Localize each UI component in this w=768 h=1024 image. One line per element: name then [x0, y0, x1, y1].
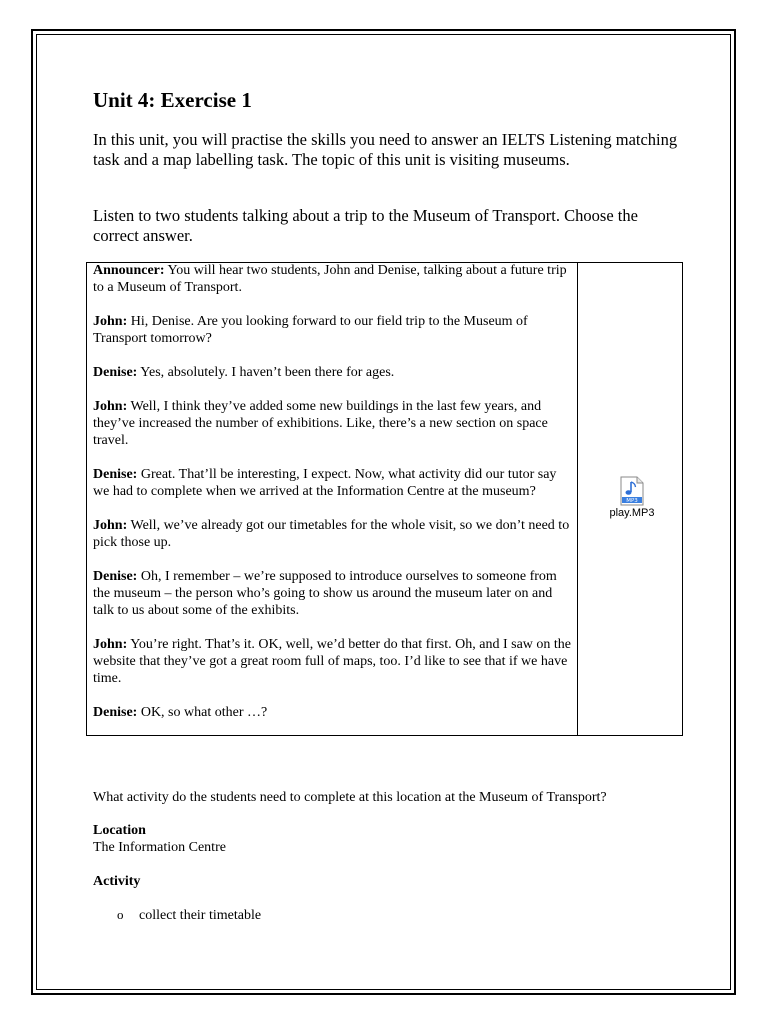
transcript-turn — [93, 636, 571, 687]
intro-paragraph: In this unit, you will practise the skills you need to answer an IELTS Listening matching task and a map labelling task. The topic of this unit is visiting museums. — [93, 130, 678, 169]
transcript-turn — [93, 704, 571, 721]
speech-text: Well, I think they’ve added some new buildings in the last few years, and they’ve increased the number of exhibitions. Like, there’s a new section on space travel. — [93, 399, 548, 448]
option-text: collect their timetable — [139, 908, 262, 923]
speaker-name: Denise: — [93, 467, 138, 482]
speaker-name: Announcer: — [93, 263, 165, 278]
activity-heading: Activity — [93, 874, 141, 889]
location-value: The Information Centre — [93, 840, 226, 855]
page-title: Unit 4: Exercise 1 — [93, 88, 252, 112]
speech-text: You will hear two students, John and Denise, talking about a future trip to a Museum of Transport. — [93, 263, 567, 295]
location-heading: Location — [93, 823, 146, 838]
transcript-turn — [93, 262, 571, 296]
speech-text: Oh, I remember – we’re supposed to introduce ourselves to someone from the museum – the person who’s going to show us around the museum later on and talk to us about some of the exhibits. — [93, 569, 557, 618]
speaker-name: John: — [93, 399, 128, 414]
transcript-turn — [93, 313, 571, 347]
audio-attachment[interactable] — [600, 476, 664, 520]
speech-text: Well, we’ve already got our timetables for the whole visit, so we don’t need to pick those up. — [93, 518, 570, 550]
transcript-turn — [93, 398, 571, 449]
transcript-turn — [93, 364, 571, 381]
speaker-name: Denise: — [93, 365, 138, 380]
speaker-name: John: — [93, 314, 128, 329]
speech-text: OK, so what other …? — [137, 705, 268, 720]
speech-text: You’re right. That’s it. OK, well, we’d better do that first. Oh, and I saw on the website that they’ve got a great room full of maps, too. I’d like to see that if we have time. — [93, 637, 572, 686]
speech-text: Hi, Denise. Are you looking forward to our field trip to the Museum of Transport tomorrow? — [93, 314, 528, 346]
transcript-turn — [93, 517, 571, 551]
speaker-name: John: — [93, 637, 128, 652]
transcript-turn — [93, 568, 571, 619]
table-column-divider — [577, 262, 578, 736]
audio-file-label[interactable]: play.MP3 — [609, 507, 655, 519]
speech-text: Yes, absolutely. I haven’t been there for ages. — [137, 365, 395, 380]
transcript-turn — [93, 466, 571, 500]
question-text: What activity do the students need to complete at this location at the Museum of Transport? — [93, 790, 607, 805]
answer-option[interactable] — [117, 906, 261, 924]
instruction-paragraph: Listen to two students talking about a trip to the Museum of Transport. Choose the correct answer. — [93, 206, 638, 245]
speaker-name: Denise: — [93, 705, 138, 720]
transcript-text — [93, 262, 571, 721]
mp3-badge-text: MP3 — [626, 498, 638, 505]
option-bullet: o — [117, 907, 124, 922]
speaker-name: Denise: — [93, 569, 138, 584]
speaker-name: John: — [93, 518, 128, 533]
speech-text: Great. That’ll be interesting, I expect. Now, what activity did our tutor say we had to complete when we arrived at the Information Centre at the museum? — [93, 467, 557, 499]
mp3-file-icon[interactable] — [619, 476, 645, 506]
